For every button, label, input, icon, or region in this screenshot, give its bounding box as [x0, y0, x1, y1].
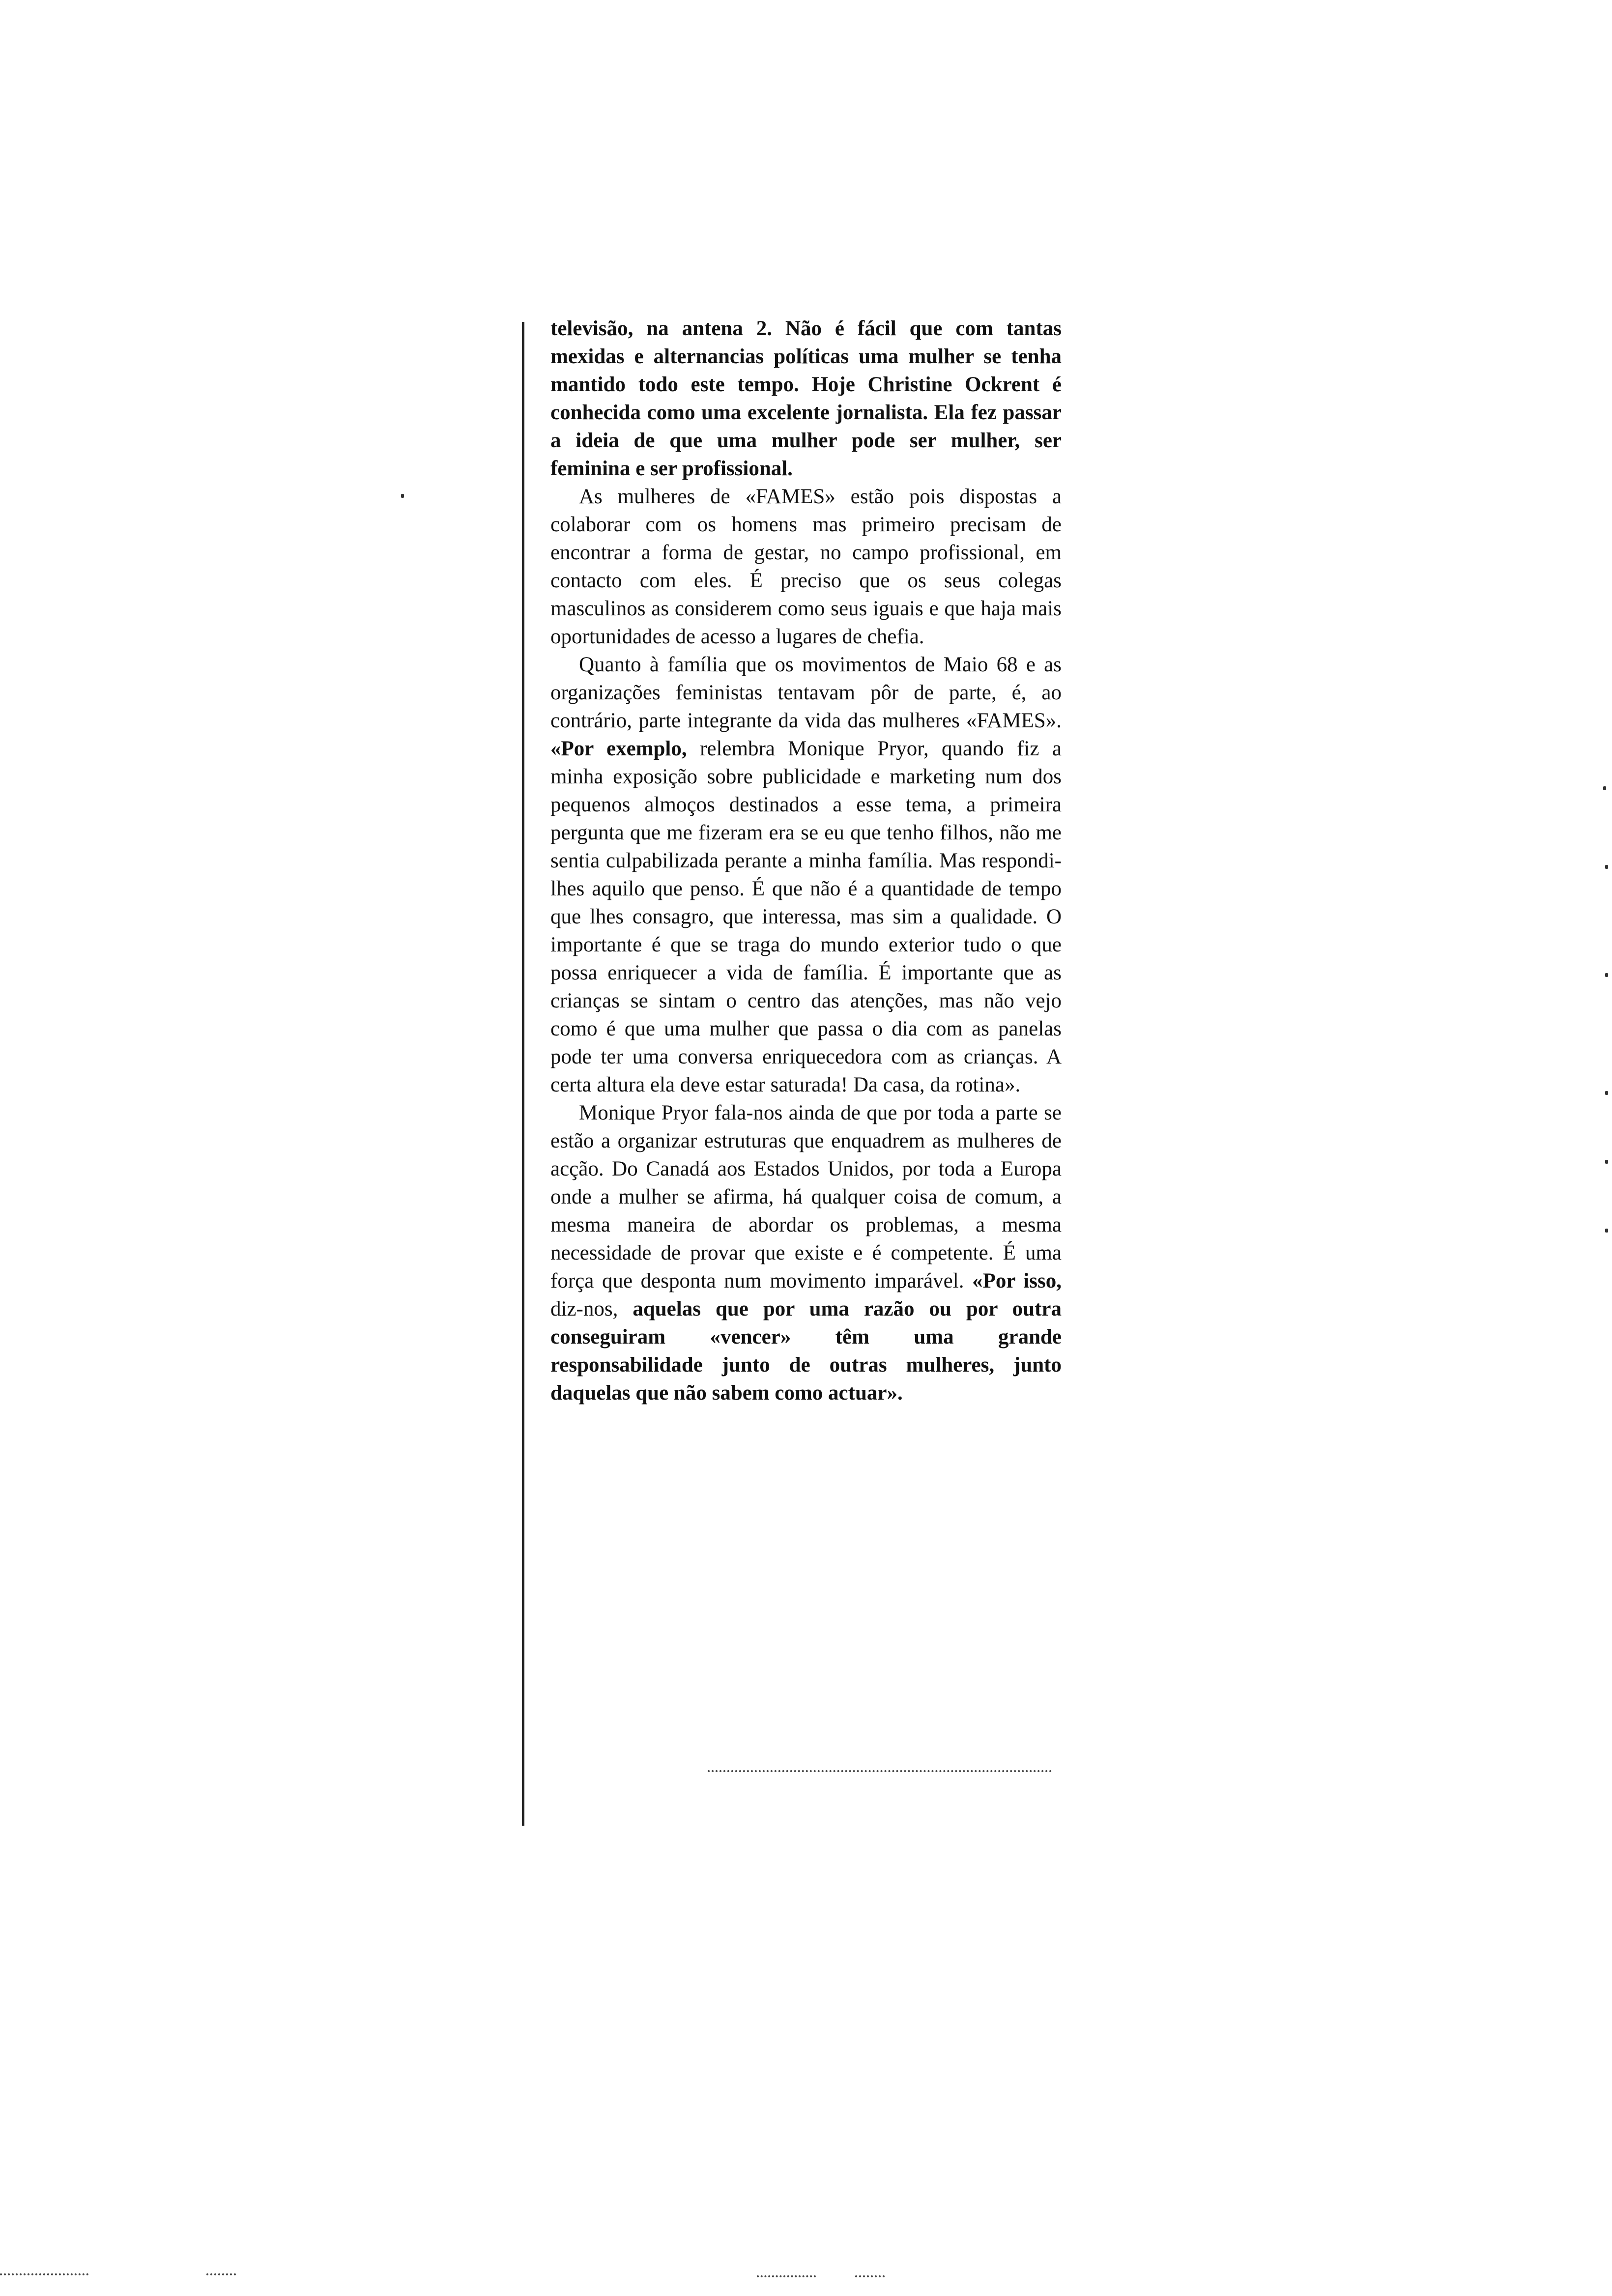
scan-speck	[1605, 865, 1608, 869]
paragraph-2-text: As mulheres de «FAMES» estão pois dispostas a colaborar com os homens mas primeiro precisam de encontrar a forma de gestar, no campo profissional, em contacto com eles. É preciso que os seus colegas masculinos as considerem como seus iguais e que haja mais oportunidades de acesso a lugares de chefia.	[550, 485, 1062, 648]
bottom-edge-noise	[206, 2273, 236, 2277]
paragraph-4-bold-text-a: «Por isso,	[972, 1269, 1062, 1292]
scan-speck	[1605, 1160, 1608, 1164]
article-column	[550, 315, 1062, 1407]
paragraph-3-bold-text: «Por exemplo,	[550, 737, 687, 760]
paragraph-4-bold-text-b: aquelas que por uma razão ou por outra conseguiram «vencer» têm uma grande responsabilidade junto de outras mulheres, junto daquelas que não sabem como actuar».	[550, 1297, 1062, 1405]
paragraph-1-bold-text: televisão, na antena 2. Não é fácil que com tantas mexidas e alternancias políticas uma mulher se tenha mantido todo este tempo. Hoje Christine Ockrent é conhecida como uma excelente jornalista. Ela fez passar a ideia de que uma mulher pode ser mulher, ser feminina e ser profissional.	[550, 317, 1062, 480]
bottom-edge-noise	[0, 2273, 88, 2277]
paragraph-3-text-b: relembra Monique Pryor, quando fiz a minha exposição sobre publicidade e marketing num dos pequenos almoços destinados a esse tema, a primeira pergunta que me fizeram era se eu que tenho filhos, não me sentia culpabilizada perante a minha família. Mas respondi-lhes aquilo que penso. É que não é a quantidade de tempo que lhes consagro, que interessa, mas sim a qualidade. O importante é que se traga do mundo exterior tudo o que possa enriquecer a vida de família. É importante que as crianças se sintam o centro das atenções, mas não vejo como é que uma mulher que passa o dia com as panelas pode ter uma conversa enriquecedora com as crianças. A certa altura ela deve estar saturada! Da casa, da rotina».	[550, 737, 1062, 1096]
scan-speck	[1605, 1229, 1608, 1233]
paragraph-2	[550, 483, 1062, 651]
paragraph-3	[550, 651, 1062, 1099]
scan-speck	[1605, 1091, 1608, 1095]
scan-speck	[1605, 973, 1608, 977]
paragraph-4	[550, 1099, 1062, 1407]
bottom-edge-noise	[855, 2275, 885, 2279]
paragraph-3-text-a: Quanto à família que os movimentos de Maio 68 e as organizações feministas tentavam pôr de parte, é, ao contrário, parte integrante da vida das mulheres «FAMES».	[550, 653, 1062, 732]
bottom-edge-noise	[757, 2275, 816, 2279]
scan-speck	[1603, 786, 1606, 790]
paragraph-4-text-b: diz-nos,	[550, 1297, 633, 1320]
left-margin-rule	[522, 322, 524, 1826]
bottom-dotted-rule	[708, 1770, 1052, 1774]
paragraph-4-text-a: Monique Pryor fala-nos ainda de que por toda a parte se estão a organizar estruturas que enquadrem as mulheres de acção. Do Canadá aos Estados Unidos, por toda a Europa onde a mulher se afirma, há qualquer coisa de comum, a mesma maneira de abordar os problemas, a mesma necessidade de provar que existe e é competente. É uma força que desponta num movimento imparável.	[550, 1101, 1062, 1292]
scan-speck	[401, 494, 404, 498]
paragraph-1	[550, 315, 1062, 483]
